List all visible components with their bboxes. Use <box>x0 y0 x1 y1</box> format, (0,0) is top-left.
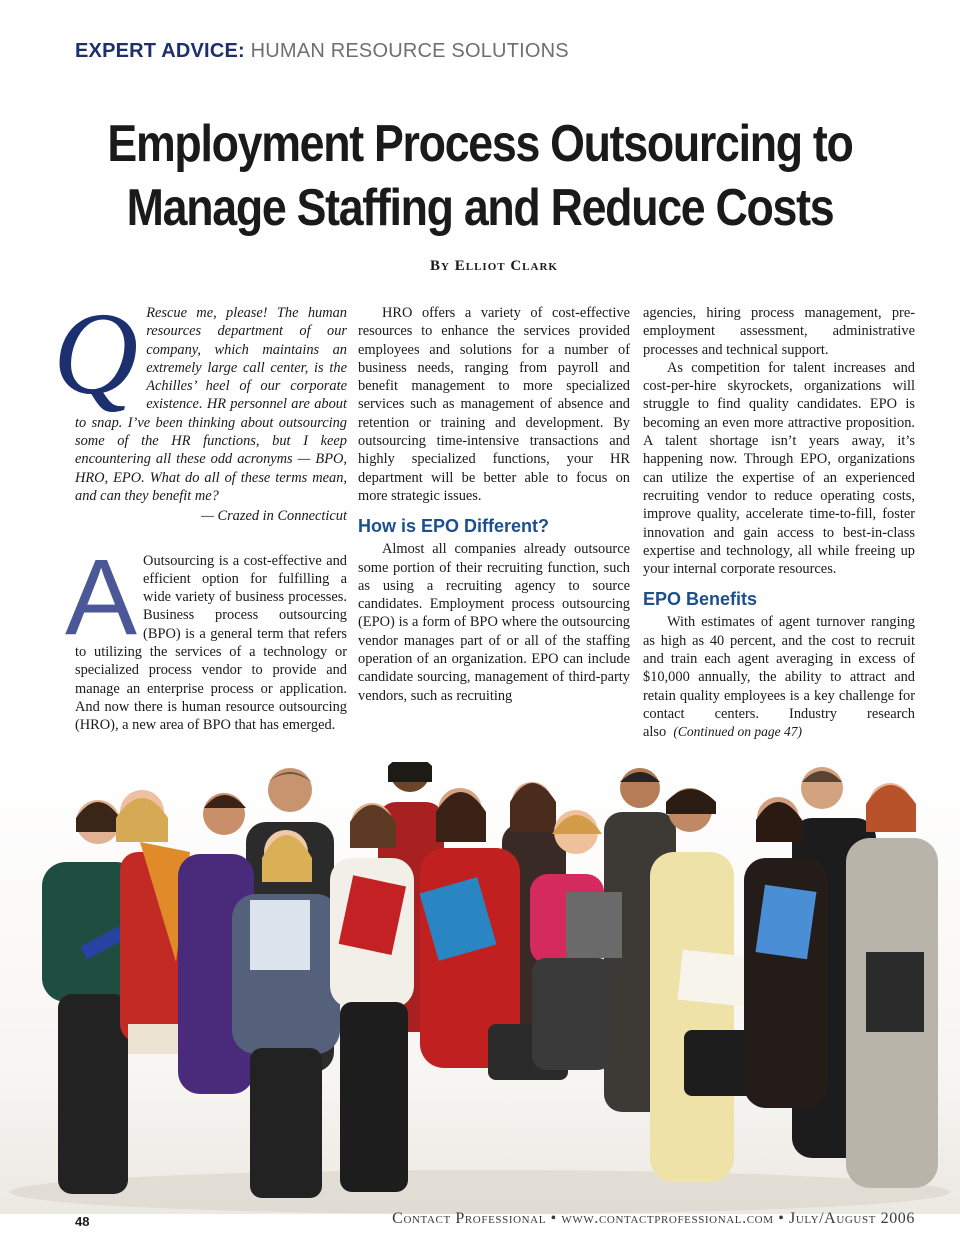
question-signature: — Crazed in Connecticut <box>201 508 347 525</box>
col2-paragraph-2: Almost all companies already outsource some portion of their recruiting function, such as using a recruiting agency to source candidates. Employment process outsourcing (EPO) is a form of BPO where the outsourcing vendor manages part of or all of the staffing operation of an organization. EPO can include candidate sourcing, management of third-party vendors, such as recruiting <box>358 541 630 704</box>
continued-note: (Continued on page 47) <box>673 724 802 740</box>
col3-paragraph-3-text: With estimates of agent turnover ranging as high as 40 percent, and the cost to recruit and train each agent averaging in excess of $10,000 annually, the ability to attract and retain quality employees is a key challenge for contact centers. Industry research also <box>643 614 915 741</box>
section-topic: HUMAN RESOURCE SOLUTIONS <box>250 40 569 62</box>
col3-paragraph-3 <box>643 613 915 741</box>
page-number: 48 <box>75 1214 90 1229</box>
section-header <box>75 40 569 63</box>
column-2 <box>358 304 630 705</box>
column-3 <box>643 304 915 742</box>
subhead-epo-benefits: EPO Benefits <box>643 589 758 610</box>
publication-footer: Contact Professional • www.contactprofessional.com • July/August 2006 <box>392 1210 915 1227</box>
subhead-epo-different: How is EPO Different? <box>358 516 550 537</box>
headline-line-2: Manage Staffing and Reduce Costs <box>126 179 834 237</box>
reader-question <box>53 288 347 505</box>
col2-paragraph-1: HRO offers a variety of cost-effective resources to enhance the services provided employees and solutions for a number of business needs, ranging from payroll and benefit management to more specialized services such as management of absence and retention or training and development. By outsourcing time-intensive transactions and highly specialized functions, your HR department will be better able to focus on more strategic issues. <box>358 305 630 504</box>
answer-text: Outsourcing is a cost-effective and efficient option for fulfilling a wide variety of business processes. Business process outsourcing (BPO) is a general term that refers to utilizing the services of a technology or specialized process vendor to provide and manage an enterprise process or application. And now there is human resource outsourcing (HRO), a new area of BPO that has emerged. <box>75 552 347 734</box>
question-dropcap: Q <box>53 288 139 419</box>
section-label: EXPERT ADVICE: <box>75 40 245 62</box>
article-headline <box>102 112 859 240</box>
group-photo-illustration <box>0 762 960 1214</box>
col3-paragraph-1: agencies, hiring process management, pre-employment assessment, administrative processes and technical support. <box>643 305 915 358</box>
group-photo <box>0 762 960 1214</box>
answer-paragraph <box>65 535 347 735</box>
question-text: Rescue me, please! The human resources department of our company, which maintains an extremely large call center, is the Achilles’ heel of our corporate existence. HR personnel are about to snap. I’ve been thinking about outsourcing some of the HR functions, but I keep encountering all these odd acronyms — BPO, HRO, EPO. What do all of these terms mean, and can they benefit me? <box>75 305 347 504</box>
answer-dropcap: A <box>65 535 138 657</box>
headline-line-1: Employment Process Outsourcing to <box>107 115 853 173</box>
column-1 <box>53 288 347 735</box>
byline: By Elliot Clark <box>430 258 558 274</box>
col3-paragraph-2: As competition for talent increases and cost-per-hire skyrockets, organizations will struggle to find quality candidates. EPO is becoming an even more attractive proposition. A talent shortage isn’t years away, it’s happening now. Through EPO, organizations can utilize the expertise of an experienced recruiting vendor to reduce operating costs, improve quality, accelerate time-to-fill, foster innovation and gain access to best-in-class expertise and technology, all while freeing up your internal corporate resources. <box>643 359 915 578</box>
